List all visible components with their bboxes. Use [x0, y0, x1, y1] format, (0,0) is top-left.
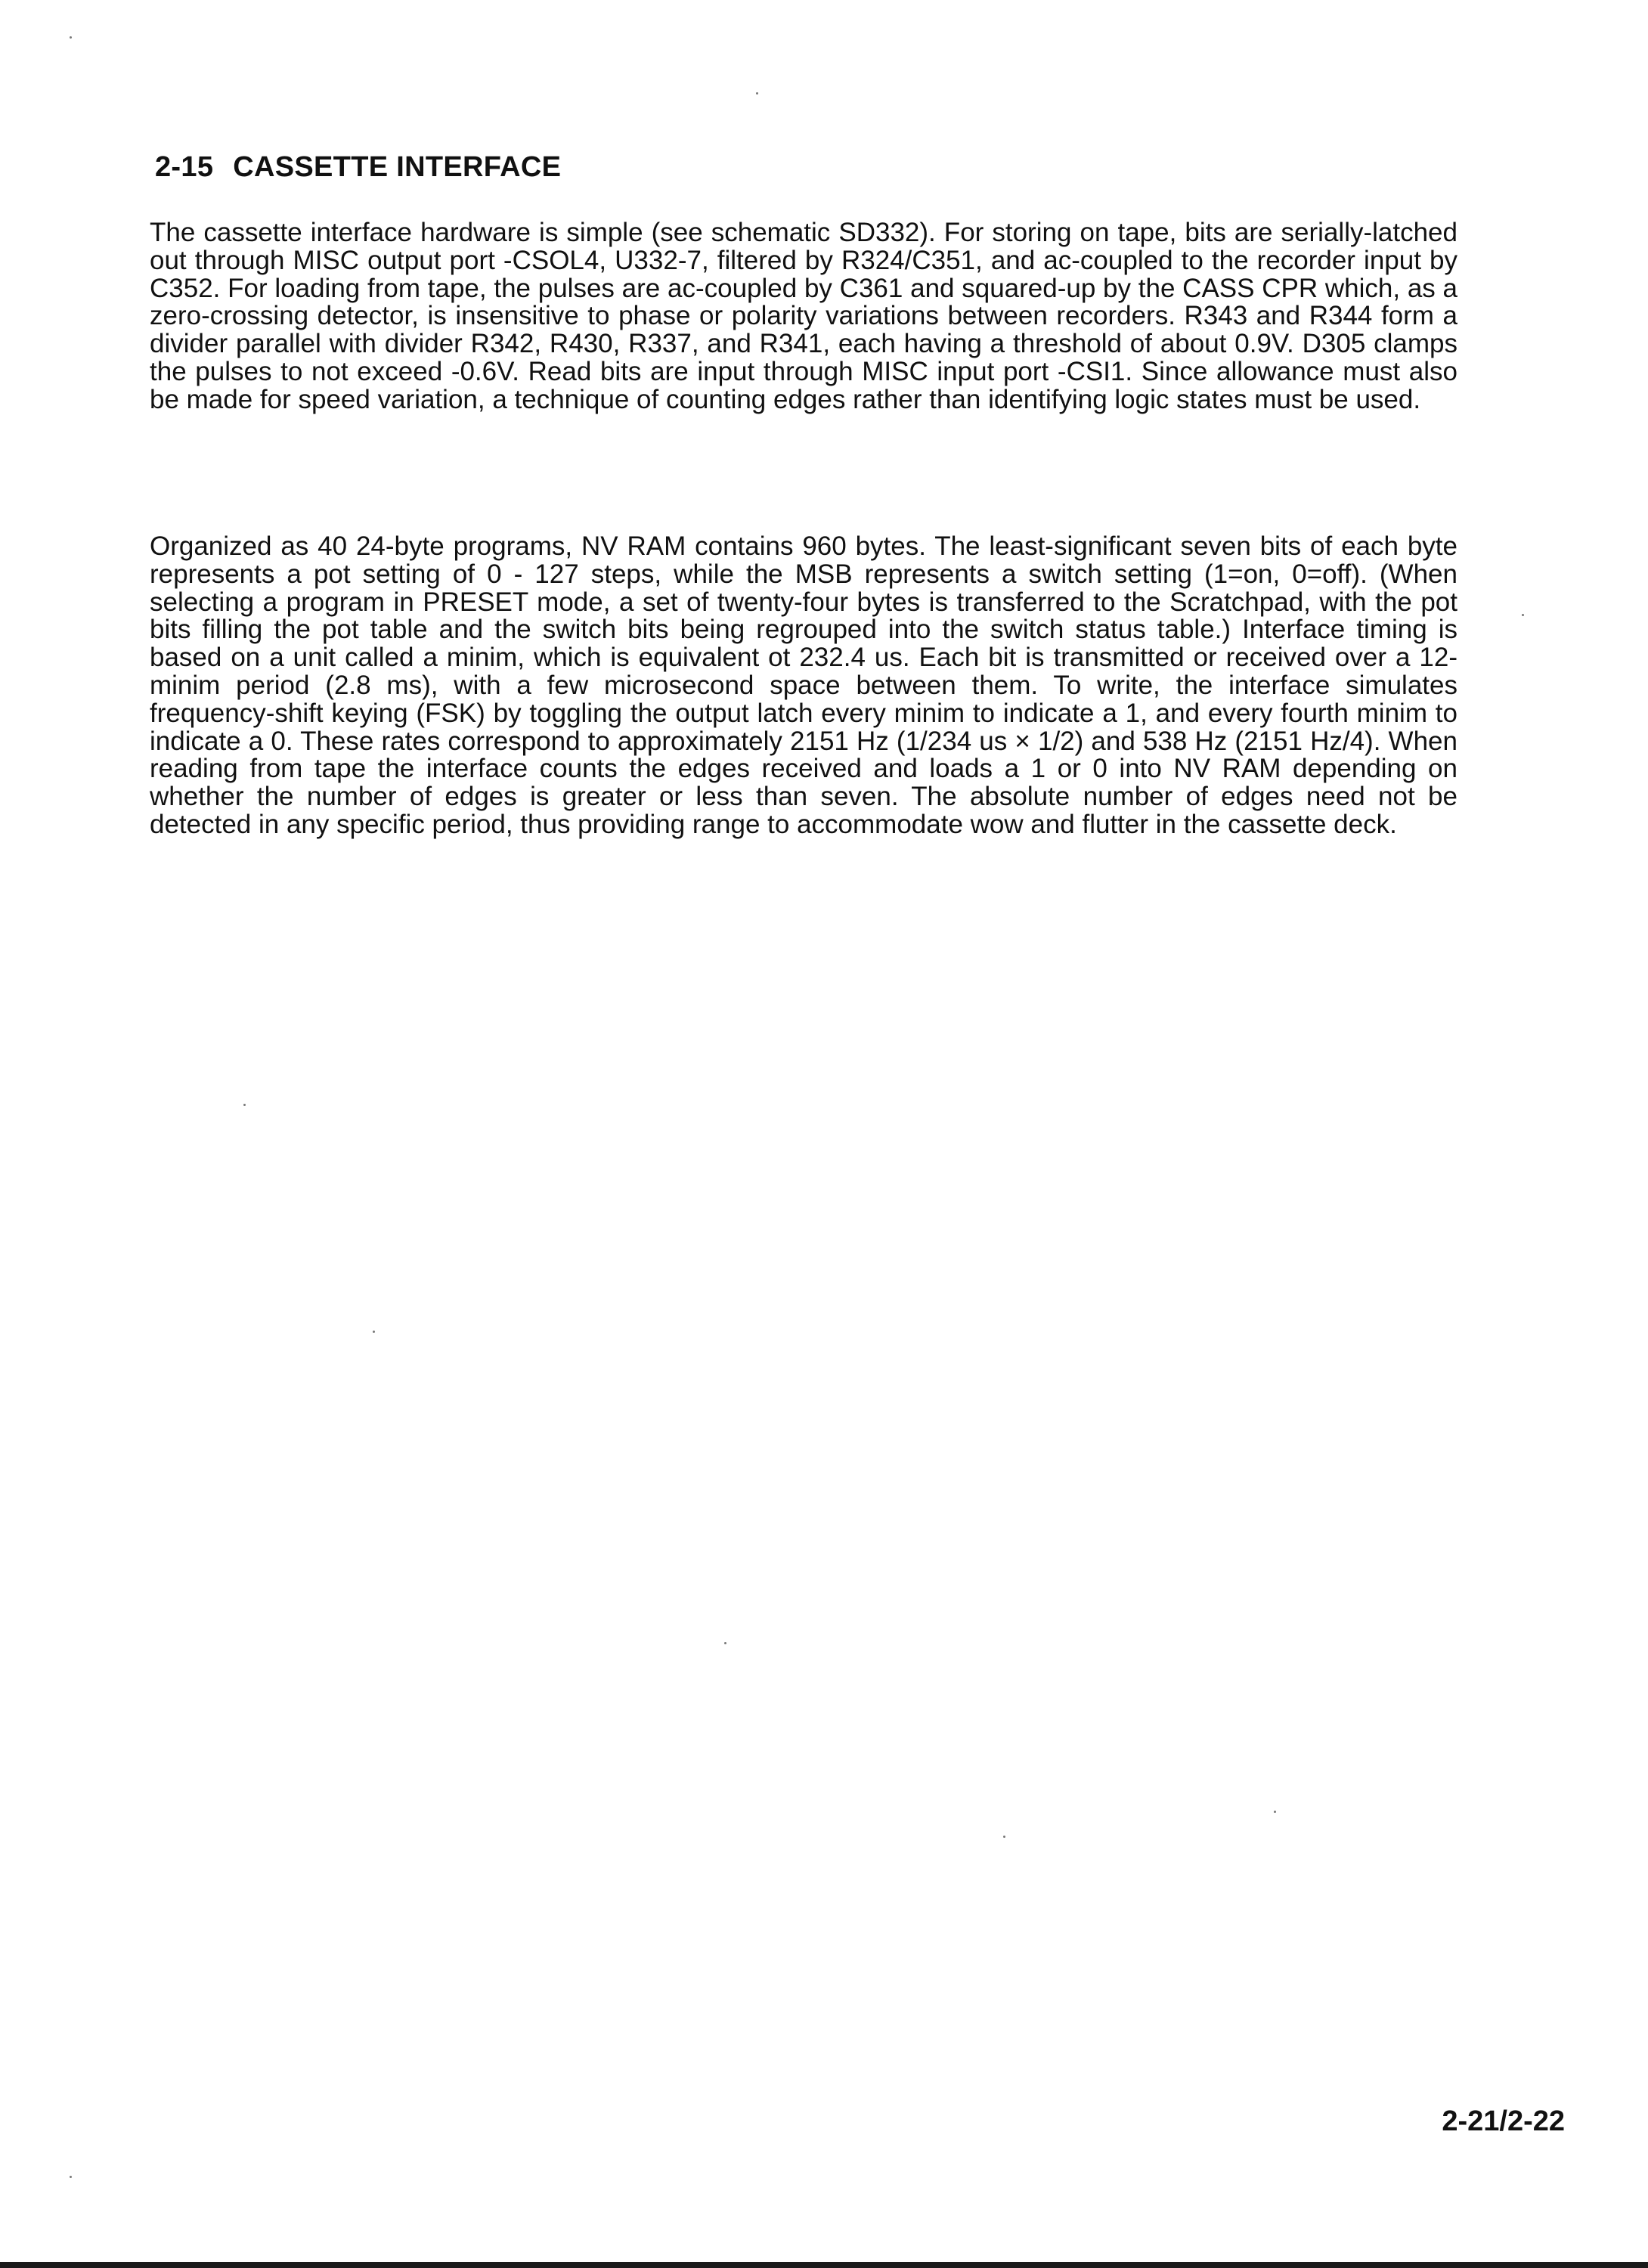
scan-speck: [373, 1331, 375, 1333]
scan-speck: [1003, 1836, 1005, 1838]
scan-speck: [70, 2176, 72, 2178]
scan-speck: [1274, 1811, 1276, 1813]
scan-speck: [70, 36, 72, 39]
scan-speck: [724, 1642, 726, 1644]
paragraph-cassette-hardware: The cassette interface hardware is simple (see schematic SD332). For storing on tape, bits are serially-latched out through MISC output port -CSOL4, U332-7, filtered by R324/C351, and ac-coupled to the recorder input by C352. For loading from tape, the pulses are ac-coupled by C361 and squared-up by the CASS CPR which, as a zero-crossing detector, is insensitive to phase or polarity variations between recorders. R343 and R344 form a divider parallel with divider R342, R430, R337, and R341, each having a threshold of about 0.9V. D305 clamps the pulses to not exceed -0.6V. Read bits are input through MISC input port -CSI1. Since allowance must also be made for speed variation, a technique of counting edges rather than identifying logic states must be used.: [150, 218, 1457, 414]
scan-speck: [1522, 614, 1524, 616]
scan-speck: [243, 1104, 246, 1106]
page-number: 2-21/2-22: [1442, 2105, 1565, 2137]
scan-speck: [756, 92, 758, 94]
paragraph-nv-ram-timing: Organized as 40 24-byte programs, NV RAM contains 960 bytes. The least-significant seven bits of each byte represents a pot setting of 0 - 127 steps, while the MSB represents a switch setting (1=on, 0=off). (When selecting a program in PRESET mode, a set of twenty-four bytes is transferred to the Scratchpad, with the pot bits filling the pot table and the switch bits being regrouped into the switch status table.) Interface timing is based on a unit called a minim, which is equivalent ot 232.4 us. Each bit is transmitted or received over a 12-minim period (2.8 ms), with a few microsecond space between them. To write, the interface simulates frequency-shift keying (FSK) by toggling the output latch every minim to indicate a 1, and every fourth minim to indicate a 0. These rates correspond to approximately 2151 Hz (1/234 us × 1/2) and 538 Hz (2151 Hz/4). When reading from tape the interface counts the edges received and loads a 1 or 0 into NV RAM depending on whether the number of edges is greater or less than seven. The absolute number of edges need not be detected in any specific period, thus providing range to accommodate wow and flutter in the cassette deck.: [150, 531, 1457, 839]
section-heading: [155, 151, 561, 184]
section-number: 2-15: [155, 151, 214, 183]
section-title: CASSETTE INTERFACE: [233, 151, 562, 183]
bottom-scan-edge: [0, 2262, 1648, 2268]
